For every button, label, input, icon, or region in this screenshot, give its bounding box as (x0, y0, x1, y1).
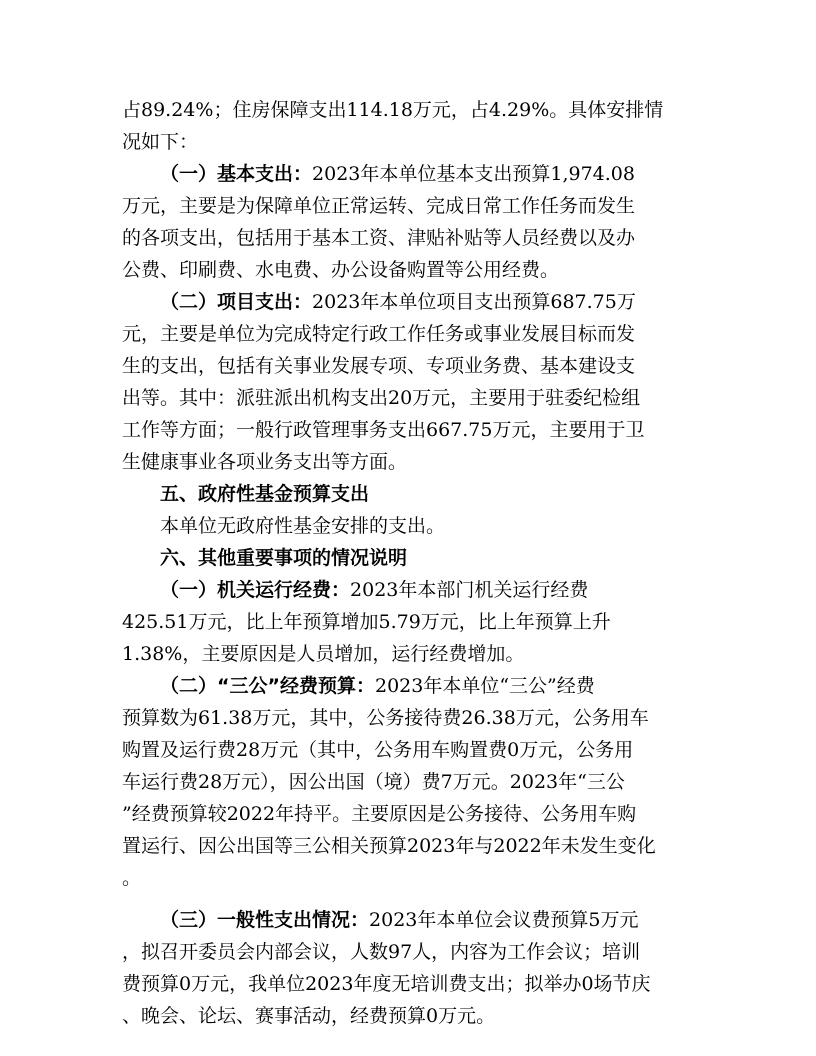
line-text: 公费、印刷费、水电费、办公设备购置等公用经费。 (122, 259, 560, 281)
section-heading-operating-funds (160, 574, 588, 606)
section-heading-other-matters (160, 542, 407, 574)
text-line (122, 94, 663, 126)
text-line (122, 798, 636, 830)
text-line (122, 702, 649, 734)
line-text: 占89.24%；住房保障支出114.18万元，占4.29%。具体安排情 (122, 99, 664, 121)
text-line (122, 968, 651, 1000)
section-heading-general-expenditure (160, 904, 638, 936)
line-text: 置运行、因公出国等三公相关预算2023年与2022年未发生变化 (122, 835, 656, 857)
line-text: 况如下： (122, 131, 199, 153)
text-line (122, 254, 559, 286)
line-text: 、晚会、论坛、赛事活动，经费预算0万元。 (122, 1005, 496, 1027)
subheading-label: （一）基本支出： (160, 163, 313, 185)
text-line (122, 734, 633, 766)
line-text: 2023年本单位项目支出预算687.75万 (312, 291, 636, 313)
line-text: 生健康事业各项业务支出等方面。 (122, 451, 408, 473)
line-text: ”经费预算较2022年持平。主要原因是公务接待、公务用车购 (122, 803, 637, 825)
line-text: 购置及运行费28万元（其中，公务用车购置费0万元，公务用 (122, 739, 634, 761)
line-text: 1.38%，主要原因是人员增加，运行经费增加。 (122, 643, 525, 665)
section-heading-government-fund (160, 478, 369, 510)
section-heading-project-expenditure (160, 286, 636, 318)
text-line (122, 606, 611, 638)
line-text: 。 (122, 867, 142, 889)
subheading-label: （二）“三公”经费预算： (160, 675, 375, 697)
subheading-label: （三）一般性支出情况： (160, 909, 370, 931)
line-text: 费预算0万元，我单位2023年度无培训费支出；拟举办0场节庆 (122, 973, 651, 995)
text-line (122, 414, 644, 446)
line-text: 2023年本单位会议费预算5万元 (369, 909, 639, 931)
text-line (122, 1000, 495, 1032)
text-line (122, 766, 625, 798)
heading-text: 六、其他重要事项的情况说明 (160, 547, 408, 569)
line-text: 2023年本单位“三公”经费 (374, 675, 595, 697)
line-text: ，拟召开委员会内部会议，人数97人，内容为工作会议；培训 (122, 941, 641, 963)
line-text: 工作等方面；一般行政管理事务支出667.75万元，主要用于卫 (122, 419, 645, 441)
line-text: 车运行费28万元），因公出国（境）费7万元。2023年“三公 (122, 771, 625, 793)
text-line (122, 350, 635, 382)
line-text: 预算数为61.38万元，其中，公务接待费26.38万元，公务用车 (122, 707, 649, 729)
text-line (122, 638, 524, 670)
section-heading-basic-expenditure (160, 158, 635, 190)
line-text: 2023年本部门机关运行经费 (350, 579, 589, 601)
line-text: 2023年本单位基本支出预算1,974.08 (312, 163, 635, 185)
text-line (160, 510, 445, 542)
line-text: 生的支出，包括有关事业发展专项、专项业务费、基本建设支 (122, 355, 636, 377)
text-line (122, 318, 635, 350)
subheading-label: （一）机关运行经费： (160, 579, 351, 601)
line-text: 本单位无政府性基金安排的支出。 (160, 515, 446, 537)
text-line (122, 382, 640, 414)
text-line (122, 222, 635, 254)
line-text: 万元，主要是为保障单位正常运转、完成日常工作任务而发生 (122, 195, 636, 217)
section-heading-three-public-funds (160, 670, 595, 702)
line-text: 的各项支出，包括用于基本工资、津贴补贴等人员经费以及办 (122, 227, 636, 249)
text-line (122, 190, 635, 222)
text-line (122, 936, 640, 968)
text-line (122, 446, 407, 478)
text-line (122, 862, 141, 894)
line-text: 元，主要是单位为完成特定行政工作任务或事业发展目标而发 (122, 323, 636, 345)
line-text: 425.51万元，比上年预算增加5.79万元，比上年预算上升 (122, 611, 611, 633)
text-line (122, 126, 198, 158)
heading-text: 五、政府性基金预算支出 (160, 483, 370, 505)
text-line (122, 830, 656, 862)
line-text: 出等。其中：派驻派出机构支出20万元，主要用于驻委纪检组 (122, 387, 641, 409)
subheading-label: （二）项目支出： (160, 291, 313, 313)
